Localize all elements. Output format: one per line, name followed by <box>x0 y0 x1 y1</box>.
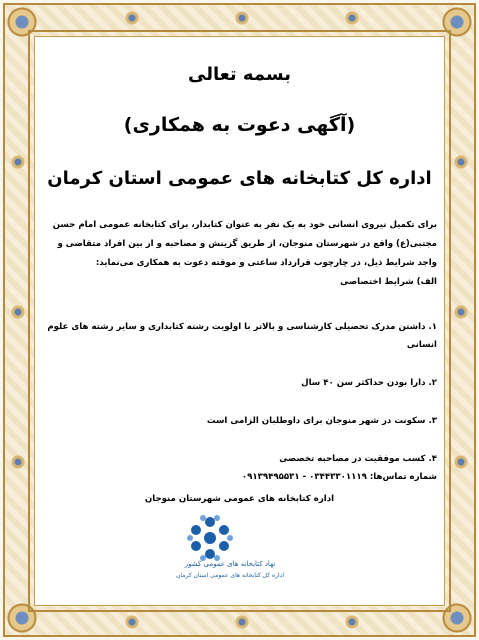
intro-line: واجد شرایط ذیل، در چارچوب قرارداد ساعتی و موقته دعوت به همکاری می‌نماید: <box>95 258 437 268</box>
flower-ornament-icon <box>11 155 25 169</box>
basmala-heading: بسمه تعالی <box>188 64 291 85</box>
requirement-item-2: ۲. دارا بودن حداکثر سن ۴۰ سال <box>301 378 437 388</box>
flower-ornament-icon <box>345 11 359 25</box>
flower-ornament-icon <box>454 305 468 319</box>
announcement-title: (آگهی دعوت به همکاری) <box>123 114 356 136</box>
flower-ornament-icon <box>125 615 139 629</box>
contact-numbers: شماره تماس‌ها: ۰۳۴۴۳۳۰۱۱۱۹ - ۰۹۱۳۹۴۹۵۵۳۱ <box>241 472 437 482</box>
logo-caption-2: اداره کل کتابخانه های عمومی استان کرمان <box>175 572 285 579</box>
organization-name: اداره کل کتابخانه های عمومی استان کرمان <box>47 168 432 189</box>
requirement-line: انسانی <box>406 340 437 350</box>
intro-paragraph <box>42 216 437 292</box>
office-name: اداره کتابخانه های عمومی شهرستان منوجان <box>144 494 335 504</box>
flower-ornament-icon <box>235 615 249 629</box>
flower-ornament-icon <box>345 615 359 629</box>
intro-line: برای تکمیل نیروی انسانی خود به یک نفر به عنوان کتابدار، برای کتابخانه عمومی امام حسن <box>52 220 437 230</box>
flower-ornament-icon <box>11 305 25 319</box>
flower-ornament-icon <box>235 11 249 25</box>
requirement-item-1 <box>42 318 437 354</box>
flower-ornament-icon <box>454 155 468 169</box>
flower-ornament-icon <box>11 455 25 469</box>
requirement-item-3: ۳. سکونت در شهر منوجان برای داوطلبان الزامی است <box>206 416 437 426</box>
library-logo-icon <box>180 508 240 568</box>
logo-caption-1: نهاد کتابخانه های عمومی کشور <box>184 560 276 568</box>
flower-ornament-icon <box>454 455 468 469</box>
requirement-line: ۱. داشتن مدرک تحصیلی کارشناسی و بالاتر با اولویت رشته کتابداری و سایر رشته های علوم <box>47 322 437 332</box>
intro-line: الف) شرایط اختصاصی <box>340 277 437 287</box>
requirement-item-4: ۴. کسب موفقیت در مصاحبه تخصصی <box>279 454 437 464</box>
flower-ornament-icon <box>125 11 139 25</box>
intro-line: مجتبی(ع) واقع در شهرستان منوجان، از طریق گزینش و مصاحبه و از بین افراد متقاضی و <box>57 239 437 249</box>
